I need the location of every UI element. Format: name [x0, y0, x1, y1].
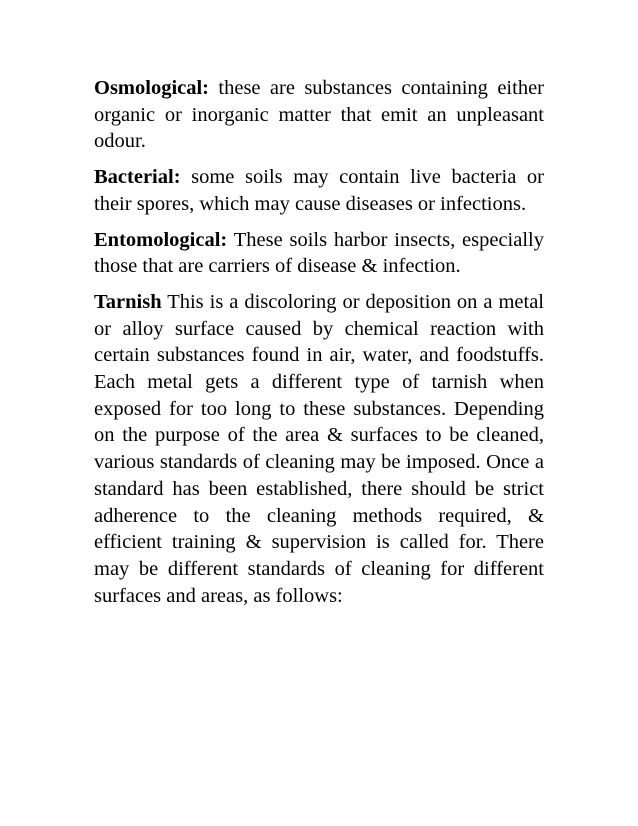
definition-osmological: these are substances containing either organic or inorganic matter that emit an unpleasant odour.: [94, 77, 544, 153]
term-entomological: Entomological:: [94, 228, 228, 251]
definition-entomological: These soils harbor insects, especially those that are carriers of disease & infection.: [94, 228, 544, 278]
definition-bacterial: some soils may contain live bacteria or their spores, which may cause diseases or infections.: [94, 166, 544, 215]
paragraph-osmological: [94, 75, 544, 155]
term-osmological: Osmological:: [94, 77, 210, 99]
term-tarnish: Tarnish: [94, 290, 162, 313]
paragraph-bacterial: [94, 164, 544, 217]
term-bacterial: Bacterial:: [94, 166, 181, 189]
document-page: [94, 75, 544, 609]
paragraph-tarnish: [94, 289, 544, 609]
definition-tarnish: This is a discoloring or deposition on a metal or alloy surface caused by chemical reaction with certain substances found in air, water, and foodstuffs. Each metal gets a different type of tarnish when exposed for too long to these substances. Depending on the purpose of the area & surfaces to be cleaned, various standards of cleaning may be imposed. Once a standard has been established, there should be strict adherence to the cleaning methods required, & efficient training & supervision is called for. There may be different standards of cleaning for different surfaces and areas, as follows:: [94, 290, 544, 607]
paragraph-entomological: [94, 227, 544, 280]
